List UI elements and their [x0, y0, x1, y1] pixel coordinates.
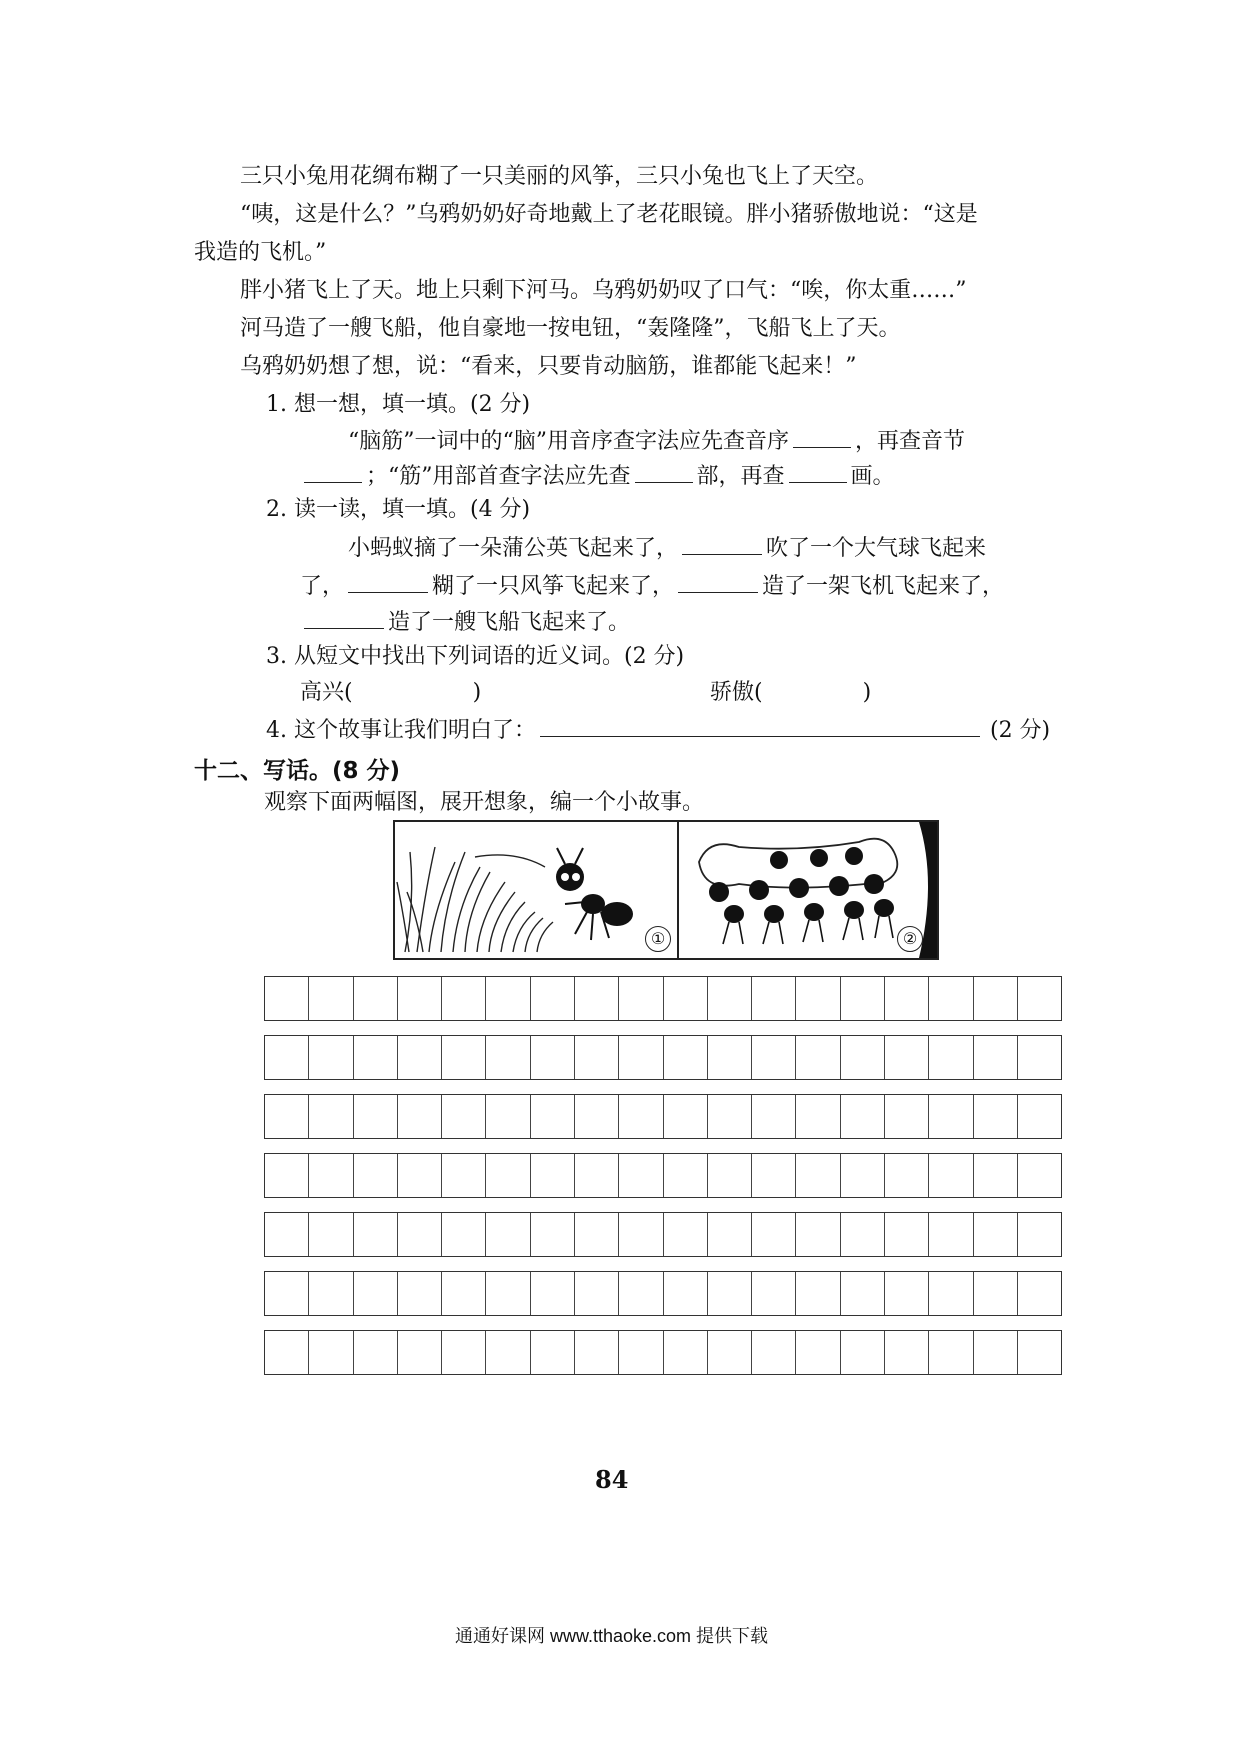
grid-cell[interactable]	[531, 977, 575, 1020]
q4-score: (2 分)	[989, 718, 1051, 743]
grid-cell[interactable]	[531, 1095, 575, 1138]
grid-cell[interactable]	[575, 977, 619, 1020]
grid-cell[interactable]	[929, 1213, 973, 1256]
grid-cell[interactable]	[619, 1213, 663, 1256]
grid-row	[264, 1212, 1062, 1257]
q2-text-d: 糊了一只风筝飞起来了，	[432, 574, 675, 599]
grid-cell[interactable]	[708, 1331, 752, 1374]
grid-cell[interactable]	[619, 1154, 663, 1197]
q1-text-a: “脑筋”一词中的“脑”用音序查字法应先查音序	[348, 429, 789, 454]
grid-cell[interactable]	[265, 1095, 309, 1138]
grid-cell[interactable]	[309, 1095, 353, 1138]
grid-cell[interactable]	[442, 1036, 486, 1079]
grid-cell[interactable]	[841, 1095, 885, 1138]
story-line: 河马造了一艘飞船，他自豪地一按电钮，“轰隆隆”，飞船飞上了天。	[240, 316, 901, 341]
grid-cell[interactable]	[752, 1095, 796, 1138]
grid-cell[interactable]	[929, 977, 973, 1020]
grid-cell[interactable]	[841, 1213, 885, 1256]
grid-cell[interactable]	[442, 1213, 486, 1256]
grid-cell[interactable]	[442, 977, 486, 1020]
q2-text-c: 了，	[300, 574, 345, 599]
grid-cell[interactable]	[841, 1036, 885, 1079]
grid-cell[interactable]	[486, 1036, 530, 1079]
grid-cell[interactable]	[486, 1331, 530, 1374]
grid-cell[interactable]	[929, 1036, 973, 1079]
grid-row	[264, 1094, 1062, 1139]
grid-row	[264, 1330, 1062, 1375]
grid-cell[interactable]	[398, 1095, 442, 1138]
grid-cell[interactable]	[442, 1331, 486, 1374]
grid-cell[interactable]	[354, 1331, 398, 1374]
q2-blank-3[interactable]	[678, 570, 758, 593]
q3-title: 3. 从短文中找出下列词语的近义词。(2 分)	[266, 644, 685, 669]
grid-cell[interactable]	[354, 1095, 398, 1138]
grid-row	[264, 1035, 1062, 1080]
grid-cell[interactable]	[486, 1272, 530, 1315]
grid-cell[interactable]	[398, 1272, 442, 1315]
grid-cell[interactable]	[974, 1213, 1018, 1256]
grid-cell[interactable]	[309, 977, 353, 1020]
grid-cell[interactable]	[486, 1154, 530, 1197]
grid-cell[interactable]	[309, 1154, 353, 1197]
grid-cell[interactable]	[841, 1154, 885, 1197]
grid-cell[interactable]	[531, 1331, 575, 1374]
grid-cell[interactable]	[619, 1331, 663, 1374]
grid-cell[interactable]	[486, 1095, 530, 1138]
grid-cell[interactable]	[398, 1213, 442, 1256]
grid-cell[interactable]	[309, 1213, 353, 1256]
grid-cell[interactable]	[841, 1331, 885, 1374]
grid-cell[interactable]	[974, 1331, 1018, 1374]
grid-cell[interactable]	[664, 1272, 708, 1315]
grid-cell[interactable]	[398, 1154, 442, 1197]
grid-cell[interactable]	[442, 1154, 486, 1197]
footer-text: 通通好课网 www.tthaoke.com 提供下载	[455, 1626, 769, 1646]
grid-cell[interactable]	[664, 1213, 708, 1256]
story-line: “咦，这是什么？”乌鸦奶奶好奇地戴上了老花眼镜。胖小猪骄傲地说：“这是	[240, 202, 978, 227]
grid-cell[interactable]	[796, 1331, 840, 1374]
q2-title: 2. 读一读，填一填。(4 分)	[266, 497, 531, 522]
grid-cell[interactable]	[619, 1095, 663, 1138]
grid-cell[interactable]	[885, 977, 929, 1020]
grid-cell[interactable]	[531, 1036, 575, 1079]
grid-cell[interactable]	[929, 1272, 973, 1315]
story-line: 胖小猪飞上了天。地上只剩下河马。乌鸦奶奶叹了口气：“唉，你太重……”	[240, 278, 967, 303]
q3-word-gaoxing: 高兴(	[300, 680, 353, 705]
q2-text-f: 造了一艘飞船飞起来了。	[388, 610, 631, 635]
q2-line2	[300, 570, 1004, 602]
grid-cell[interactable]	[974, 1154, 1018, 1197]
grid-cell[interactable]	[398, 977, 442, 1020]
grid-cell[interactable]	[708, 977, 752, 1020]
grid-cell[interactable]	[885, 1036, 929, 1079]
grid-cell[interactable]	[309, 1036, 353, 1079]
q3-word-1	[300, 678, 481, 708]
grid-cell[interactable]	[752, 1154, 796, 1197]
q2-text-b: 吹了一个大气球飞起来	[766, 536, 987, 561]
q2-blank-1[interactable]	[682, 532, 762, 555]
grid-cell[interactable]	[1018, 1154, 1061, 1197]
grid-cell[interactable]	[575, 1095, 619, 1138]
picture-1	[395, 822, 679, 958]
grid-cell[interactable]	[1018, 1331, 1061, 1374]
q1-text-c: ；“筋”用部首查字法应先查	[366, 464, 631, 489]
q3-paren-close-2: )	[862, 680, 872, 705]
grid-cell[interactable]	[885, 1095, 929, 1138]
grid-cell[interactable]	[531, 1272, 575, 1315]
grid-cell[interactable]	[354, 1213, 398, 1256]
q2-line3	[300, 606, 630, 638]
q4-line	[266, 714, 1050, 746]
grid-cell[interactable]	[841, 977, 885, 1020]
story-line: 我造的飞机。”	[194, 240, 327, 265]
grid-cell[interactable]	[885, 1331, 929, 1374]
grid-cell[interactable]	[398, 1331, 442, 1374]
grid-cell[interactable]	[575, 1154, 619, 1197]
grid-cell[interactable]	[796, 1154, 840, 1197]
q2-blank-4[interactable]	[304, 606, 384, 629]
grid-row	[264, 976, 1062, 1021]
section-12-title: 十二、写话。(8 分)	[194, 758, 401, 784]
grid-cell[interactable]	[664, 1154, 708, 1197]
grid-cell[interactable]	[619, 977, 663, 1020]
grid-cell[interactable]	[885, 1154, 929, 1197]
grid-cell[interactable]	[619, 1036, 663, 1079]
grid-cell[interactable]	[974, 1095, 1018, 1138]
grid-cell[interactable]	[752, 1331, 796, 1374]
story-line: 乌鸦奶奶想了想，说：“看来，只要肯动脑筋，谁都能飞起来！”	[240, 354, 857, 379]
q1-blank-2[interactable]	[304, 460, 362, 483]
q4-title: 4. 这个故事让我们明白了：	[266, 718, 536, 743]
grid-cell[interactable]	[664, 1095, 708, 1138]
grid-cell[interactable]	[929, 1154, 973, 1197]
q1-line2	[300, 460, 895, 492]
grid-cell[interactable]	[664, 1036, 708, 1079]
grid-cell[interactable]	[752, 977, 796, 1020]
grid-cell[interactable]	[974, 977, 1018, 1020]
grid-cell[interactable]	[486, 977, 530, 1020]
grid-cell[interactable]	[708, 1154, 752, 1197]
grid-cell[interactable]	[1018, 1272, 1061, 1315]
grid-cell[interactable]	[796, 1272, 840, 1315]
picture-2	[679, 822, 937, 958]
grid-cell[interactable]	[796, 1213, 840, 1256]
grid-cell[interactable]	[354, 1036, 398, 1079]
grid-cell[interactable]	[265, 1036, 309, 1079]
q4-blank[interactable]	[540, 714, 980, 737]
grid-cell[interactable]	[1018, 1036, 1061, 1079]
page-number: 84	[595, 1465, 629, 1494]
q1-text-d: 部，再查	[696, 464, 785, 489]
grid-cell[interactable]	[885, 1213, 929, 1256]
grid-cell[interactable]	[265, 977, 309, 1020]
grid-row	[264, 1153, 1062, 1198]
q2-text-a: 小蚂蚁摘了一朵蒲公英飞起来了，	[348, 536, 679, 561]
grid-cell[interactable]	[619, 1272, 663, 1315]
grid-cell[interactable]	[486, 1213, 530, 1256]
grid-cell[interactable]	[309, 1272, 353, 1315]
grid-cell[interactable]	[1018, 1213, 1061, 1256]
grid-cell[interactable]	[885, 1272, 929, 1315]
q3-word-2	[710, 678, 871, 708]
grid-cell[interactable]	[708, 1036, 752, 1079]
q3-paren-close-1: )	[472, 680, 482, 705]
grid-cell[interactable]	[575, 1213, 619, 1256]
grid-cell[interactable]	[575, 1036, 619, 1079]
grid-cell[interactable]	[354, 977, 398, 1020]
grid-row	[264, 1271, 1062, 1316]
q3-word-jiaoao: 骄傲(	[710, 680, 763, 705]
grid-cell[interactable]	[265, 1213, 309, 1256]
q1-blank-1[interactable]	[793, 425, 851, 448]
q1-title: 1. 想一想，填一填。(2 分)	[266, 392, 531, 417]
grid-cell[interactable]	[752, 1272, 796, 1315]
q1-blank-4[interactable]	[789, 460, 847, 483]
grid-cell[interactable]	[354, 1272, 398, 1315]
grid-cell[interactable]	[354, 1154, 398, 1197]
grid-cell[interactable]	[929, 1331, 973, 1374]
grid-cell[interactable]	[398, 1036, 442, 1079]
writing-grid[interactable]	[264, 976, 1062, 1375]
grid-cell[interactable]	[796, 1036, 840, 1079]
grid-cell[interactable]	[1018, 977, 1061, 1020]
grid-cell[interactable]	[752, 1213, 796, 1256]
q2-line1	[348, 532, 986, 564]
grid-cell[interactable]	[309, 1331, 353, 1374]
grid-cell[interactable]	[841, 1272, 885, 1315]
grid-cell[interactable]	[265, 1331, 309, 1374]
grid-cell[interactable]	[531, 1154, 575, 1197]
grid-cell[interactable]	[752, 1036, 796, 1079]
q1-blank-3[interactable]	[635, 460, 693, 483]
grid-cell[interactable]	[265, 1154, 309, 1197]
grid-cell[interactable]	[442, 1095, 486, 1138]
grid-cell[interactable]	[974, 1036, 1018, 1079]
ant-alone-illustration	[395, 822, 677, 958]
section-12-instruction: 观察下面两幅图，展开想象，编一个小故事。	[264, 790, 705, 815]
grid-cell[interactable]	[664, 1331, 708, 1374]
grid-cell[interactable]	[708, 1213, 752, 1256]
picture-1-number: ①	[645, 926, 671, 952]
grid-cell[interactable]	[442, 1272, 486, 1315]
grid-cell[interactable]	[796, 977, 840, 1020]
grid-cell[interactable]	[664, 977, 708, 1020]
grid-cell[interactable]	[531, 1213, 575, 1256]
grid-cell[interactable]	[575, 1331, 619, 1374]
grid-cell[interactable]	[708, 1272, 752, 1315]
q1-line1	[348, 425, 965, 457]
q2-text-e: 造了一架飞机飞起来了，	[762, 574, 1005, 599]
q1-text-e: 画。	[850, 464, 895, 489]
grid-cell[interactable]	[708, 1095, 752, 1138]
picture-panel	[393, 820, 939, 960]
grid-cell[interactable]	[796, 1095, 840, 1138]
grid-cell[interactable]	[575, 1272, 619, 1315]
grid-cell[interactable]	[974, 1272, 1018, 1315]
grid-cell[interactable]	[265, 1272, 309, 1315]
q2-blank-2[interactable]	[348, 570, 428, 593]
grid-cell[interactable]	[1018, 1095, 1061, 1138]
picture-2-number: ②	[897, 926, 923, 952]
grid-cell[interactable]	[929, 1095, 973, 1138]
q1-text-b: ，再查音节	[855, 429, 966, 454]
story-line: 三只小兔用花绸布糊了一只美丽的风筝，三只小兔也飞上了天空。	[240, 164, 879, 189]
